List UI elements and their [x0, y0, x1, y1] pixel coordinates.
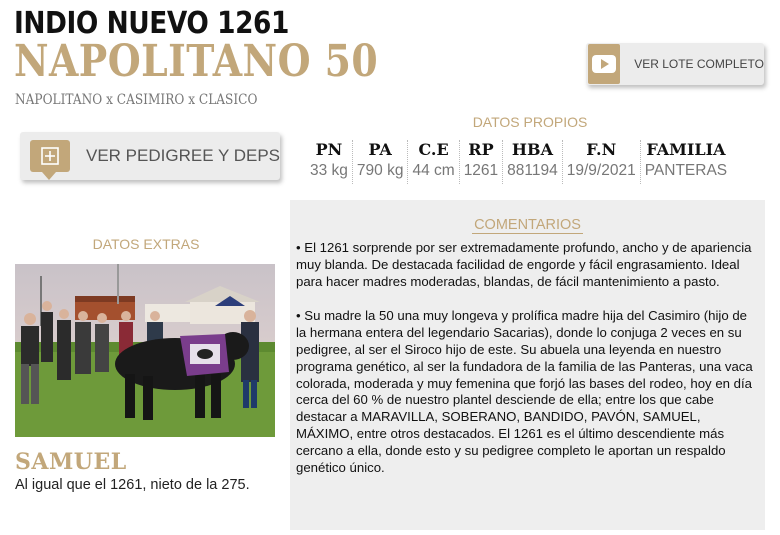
stat-pa	[353, 140, 409, 184]
ver-pedigree-label: VER PEDIGREE Y DEPS	[86, 146, 280, 165]
bull-photo	[15, 264, 275, 437]
photo-name: SAMUEL	[15, 449, 127, 475]
stat-value: PANTERAS	[644, 162, 728, 179]
stat-value: 44 cm	[412, 162, 455, 179]
comentario-paragraph-1: • El 1261 sorprende por ser extremadamente profundo, ancho y de apariencia muy blanda. De destacada facilidad de engorde y fácil engrasamiento. Ideal para hacer madres moderadas, blandas, de fácil mantenimiento a pasto.	[296, 240, 752, 289]
lot-subtitle: NAPOLITANO 50	[14, 36, 379, 87]
comentarios-heading-wrap	[290, 216, 765, 234]
stat-label: F.N	[586, 140, 617, 159]
stat-hba	[503, 140, 563, 184]
video-play-icon	[588, 44, 620, 84]
ver-pedigree-button[interactable]	[20, 132, 280, 180]
photo-caption: Al igual que el 1261, nieto de la 275.	[15, 477, 250, 493]
stat-label: C.E	[418, 140, 449, 159]
stat-familia	[641, 140, 731, 184]
ver-lote-completo-button[interactable]	[586, 43, 764, 85]
lot-title: INDIO NUEVO 1261	[14, 6, 289, 41]
stat-value: 790 kg	[356, 162, 404, 179]
ver-lote-label: VER LOTE COMPLETO	[634, 57, 764, 71]
stat-value: 1261	[463, 162, 499, 179]
datos-extras-heading: DATOS EXTRAS	[92, 236, 200, 252]
stat-label: RP	[468, 140, 494, 159]
lineage-text: NAPOLITANO x CASIMIRO x CLASICO	[15, 92, 258, 108]
stat-rp	[460, 140, 503, 184]
stat-label: HBA	[511, 140, 553, 159]
comentarios-body	[296, 240, 756, 494]
comentario-paragraph-2: • Su madre la 50 una muy longeva y prolífica madre hija del Casimiro (hijo de la hermana entera del legendario Sacarias), donde lo conjuga 2 veces en su pedigree, al ser el Siroco hijo de este. Su abuela una leyenda en nuestro programa genético, al ser la fundadora de la familia de las Panteras, una vaca colorada, moderada y muy femenina que forjó las bases del rodeo, hoy en día cerca del 60 % de nuestro plantel desciende de ella; entre los que cabe destacar a MARAVILLA, SOBERANO, BANDIDO, PAVÓN, SAMUEL, MÁXIMO, entre otros destacados. El 1261 es el último descendiente más cercano a ella, donde esto y su pedigree completo le aportan un respaldo genético único.	[296, 308, 753, 475]
stat-value: 19/9/2021	[566, 162, 636, 179]
stat-value: 33 kg	[310, 162, 348, 179]
comentarios-heading: COMENTARIOS	[474, 217, 581, 233]
stat-pn	[306, 140, 353, 184]
datos-propios-heading: DATOS PROPIOS	[472, 114, 588, 130]
plus-chat-icon	[30, 140, 70, 172]
stat-label: PN	[315, 140, 343, 159]
comentarios-panel	[290, 200, 765, 530]
stat-label: PA	[368, 140, 392, 159]
stats-row	[306, 140, 731, 184]
stat-f-n	[563, 140, 641, 184]
stat-label: FAMILIA	[646, 140, 726, 159]
stat-c-e	[408, 140, 459, 184]
stat-value: 881194	[507, 162, 558, 179]
